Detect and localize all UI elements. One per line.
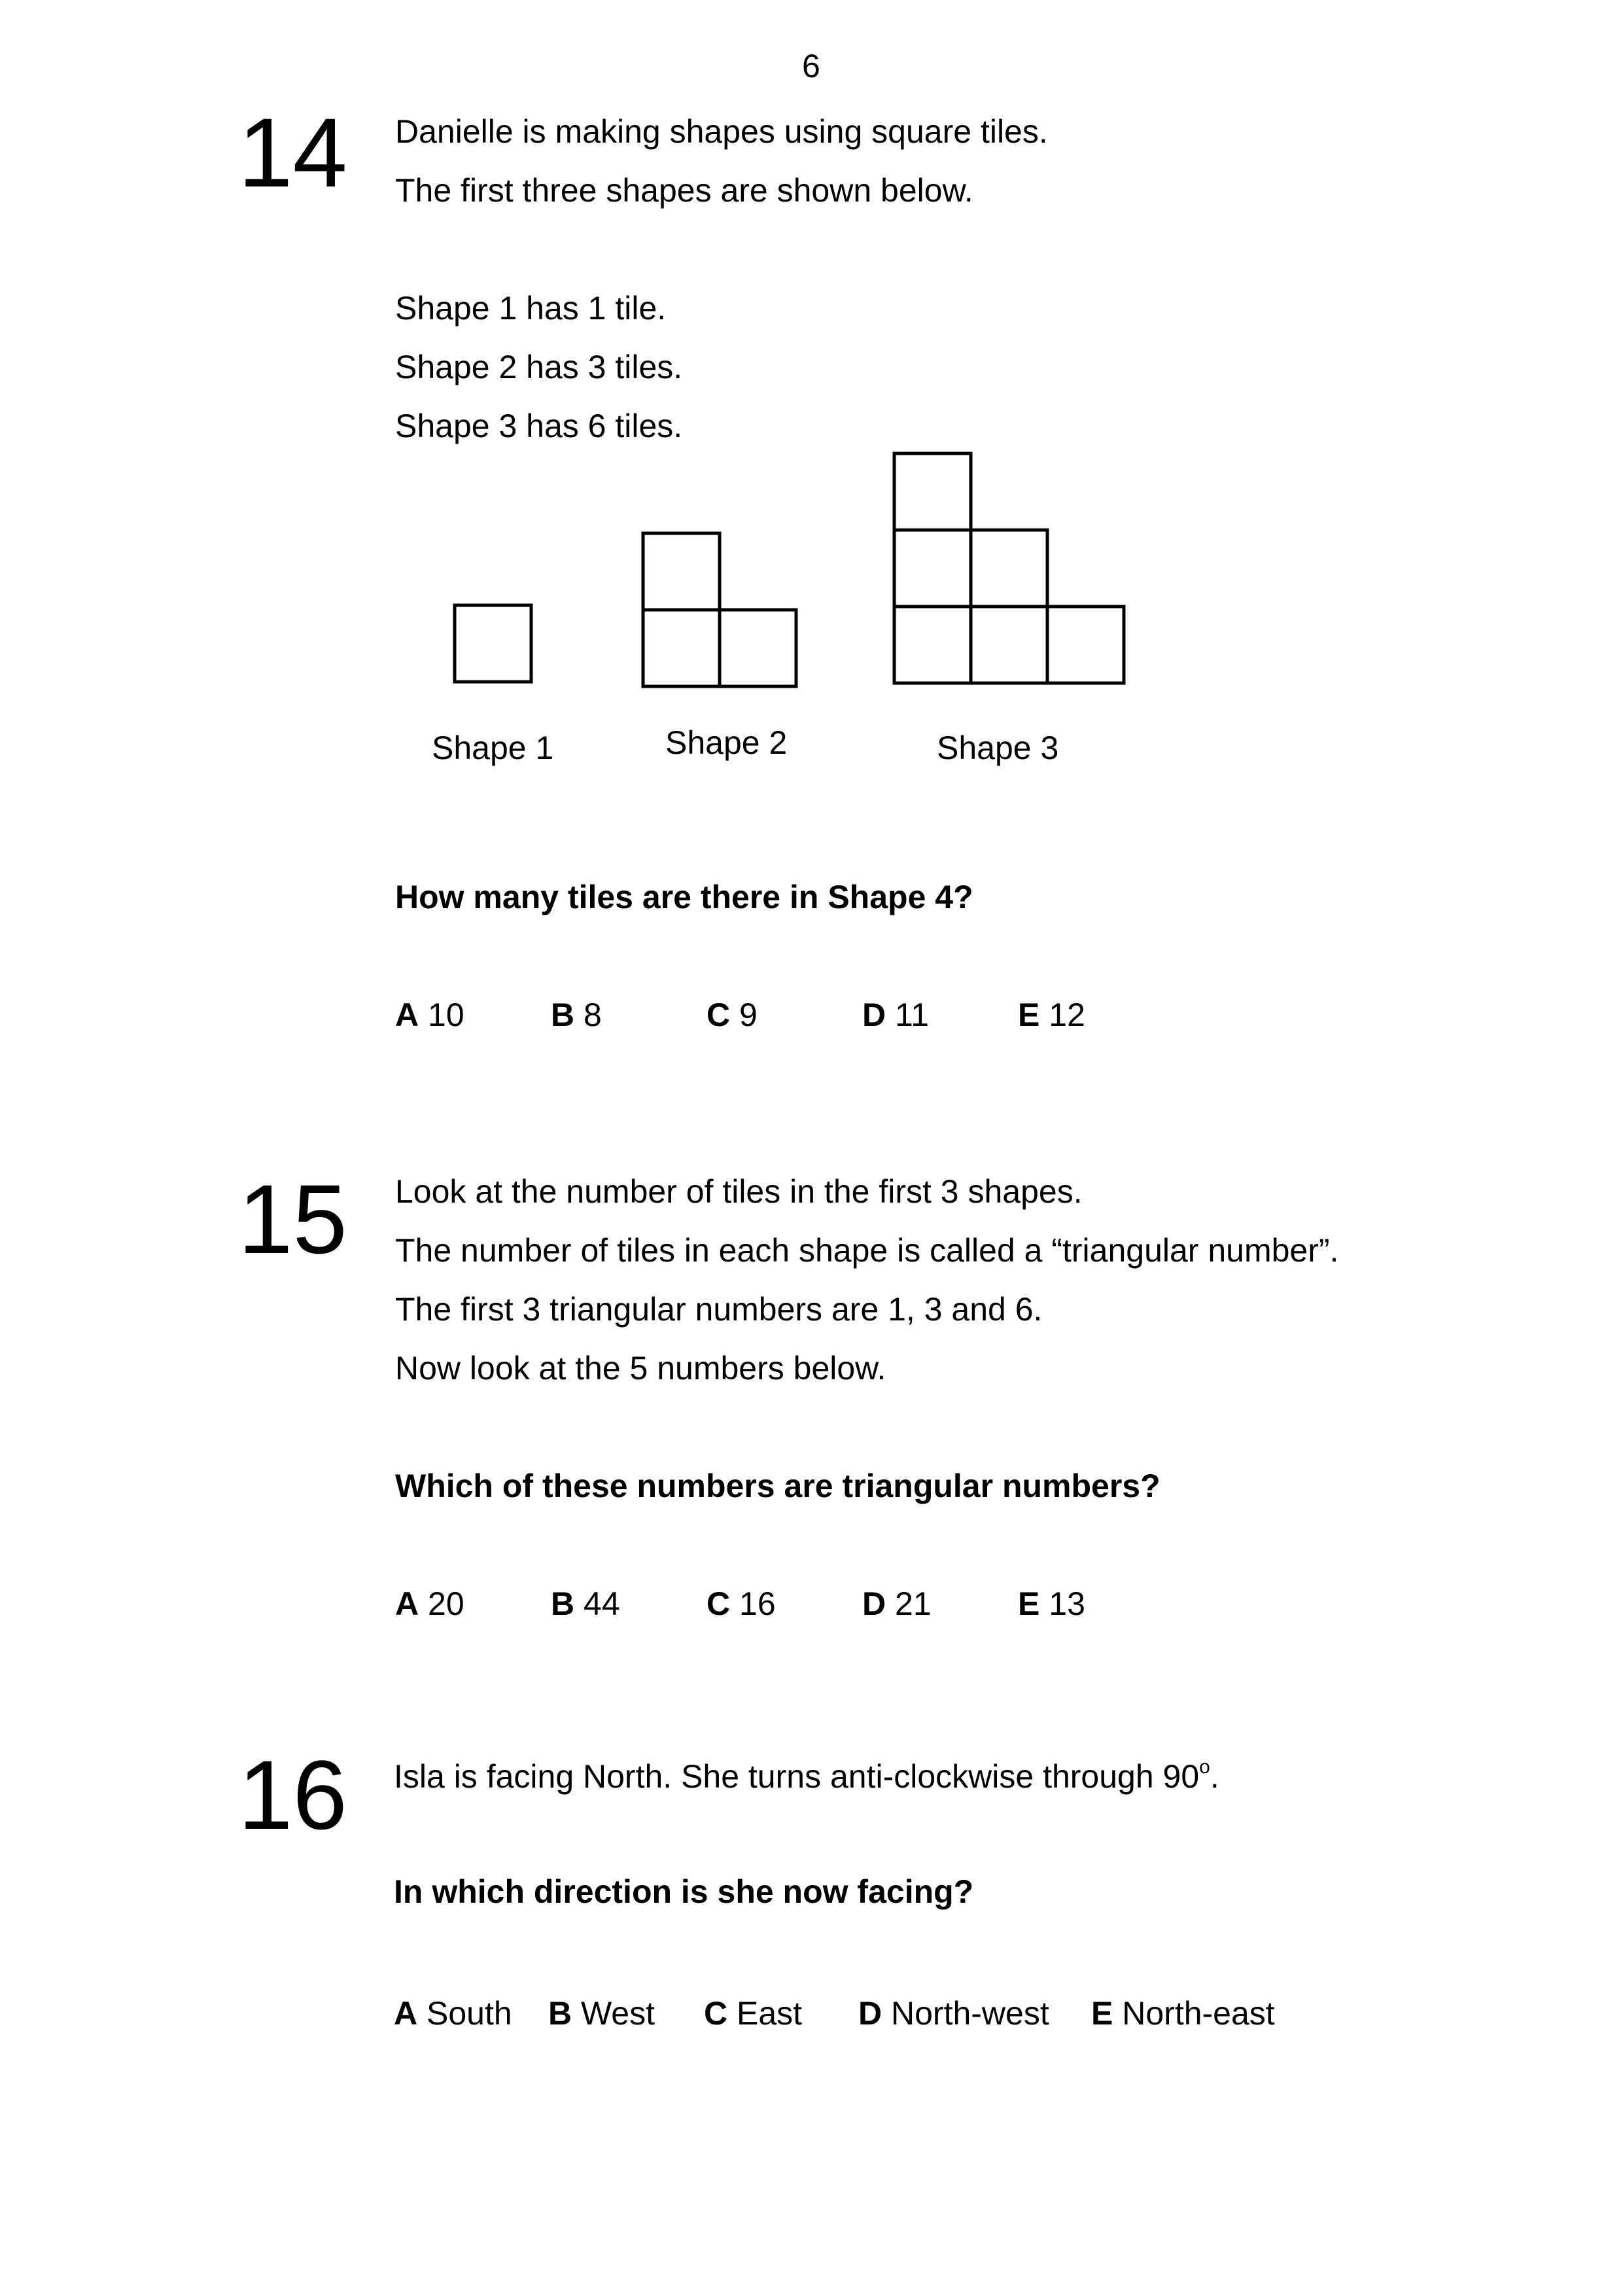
- tile: [643, 610, 720, 686]
- answer-option-d[interactable]: D 11: [862, 997, 929, 1033]
- question-number: 14: [238, 97, 347, 207]
- tile: [971, 530, 1047, 607]
- shape-2-tiles: [643, 533, 796, 686]
- shape-label: Shape 2: [665, 724, 788, 761]
- question-number: 16: [238, 1740, 347, 1850]
- tile: [971, 607, 1047, 683]
- answer-option-e[interactable]: E North-east: [1091, 1995, 1275, 2032]
- tile: [643, 533, 720, 610]
- question-number: 15: [238, 1164, 347, 1274]
- answer-option-b[interactable]: B 44: [551, 1585, 620, 1622]
- shape-1-tiles: [455, 605, 531, 682]
- question-prompt: Which of these numbers are triangular numbers?: [395, 1468, 1161, 1504]
- answer-option-c[interactable]: C 16: [707, 1585, 776, 1622]
- page-number: 6: [802, 48, 820, 84]
- tile: [455, 605, 531, 682]
- tile: [720, 610, 796, 686]
- shape-3-tiles: [894, 453, 1124, 683]
- answer-option-e[interactable]: E 13: [1018, 1585, 1085, 1622]
- degree-mark: o: [1199, 1756, 1210, 1778]
- answer-option-d[interactable]: D 21: [862, 1585, 932, 1622]
- question-text-line: The first three shapes are shown below.: [395, 172, 973, 209]
- shape-label: Shape 1: [432, 730, 554, 766]
- answer-option-c[interactable]: C East: [704, 1995, 803, 2032]
- answer-option-a[interactable]: A South: [394, 1995, 512, 2032]
- question-text-line: The number of tiles in each shape is called a “triangular number”.: [395, 1232, 1339, 1269]
- question-text-line: Look at the number of tiles in the first 3 shapes.: [395, 1173, 1083, 1210]
- answer-option-b[interactable]: B West: [548, 1995, 655, 2032]
- tile: [894, 530, 971, 607]
- tile: [1047, 607, 1124, 683]
- answer-option-a[interactable]: A 20: [395, 1585, 464, 1622]
- answer-option-b[interactable]: B 8: [551, 997, 602, 1033]
- tile: [894, 607, 971, 683]
- question-text-line: Danielle is making shapes using square tiles.: [395, 113, 1048, 150]
- answer-option-d[interactable]: D North-west: [858, 1995, 1049, 2032]
- answer-option-a[interactable]: A 10: [395, 997, 464, 1033]
- question-text-line: Isla is facing North. She turns anti-clockwise through 90$^o$.: [394, 1756, 1219, 1795]
- shape-label: Shape 3: [937, 730, 1059, 766]
- answer-option-c[interactable]: C 9: [707, 997, 758, 1033]
- tile-shapes-figure: [0, 0, 1623, 785]
- question-text-line: Shape 3 has 6 tiles.: [395, 408, 683, 444]
- tile: [894, 453, 971, 530]
- question-text-line: Shape 2 has 3 tiles.: [395, 349, 683, 385]
- question-text-line: Shape 1 has 1 tile.: [395, 290, 667, 327]
- question-prompt: How many tiles are there in Shape 4?: [395, 879, 973, 915]
- question-text-line: The first 3 triangular numbers are 1, 3 and 6.: [395, 1291, 1043, 1328]
- question-prompt: In which direction is she now facing?: [394, 1873, 974, 1910]
- question-text-line: Now look at the 5 numbers below.: [395, 1350, 886, 1386]
- answer-option-e[interactable]: E 12: [1018, 997, 1085, 1033]
